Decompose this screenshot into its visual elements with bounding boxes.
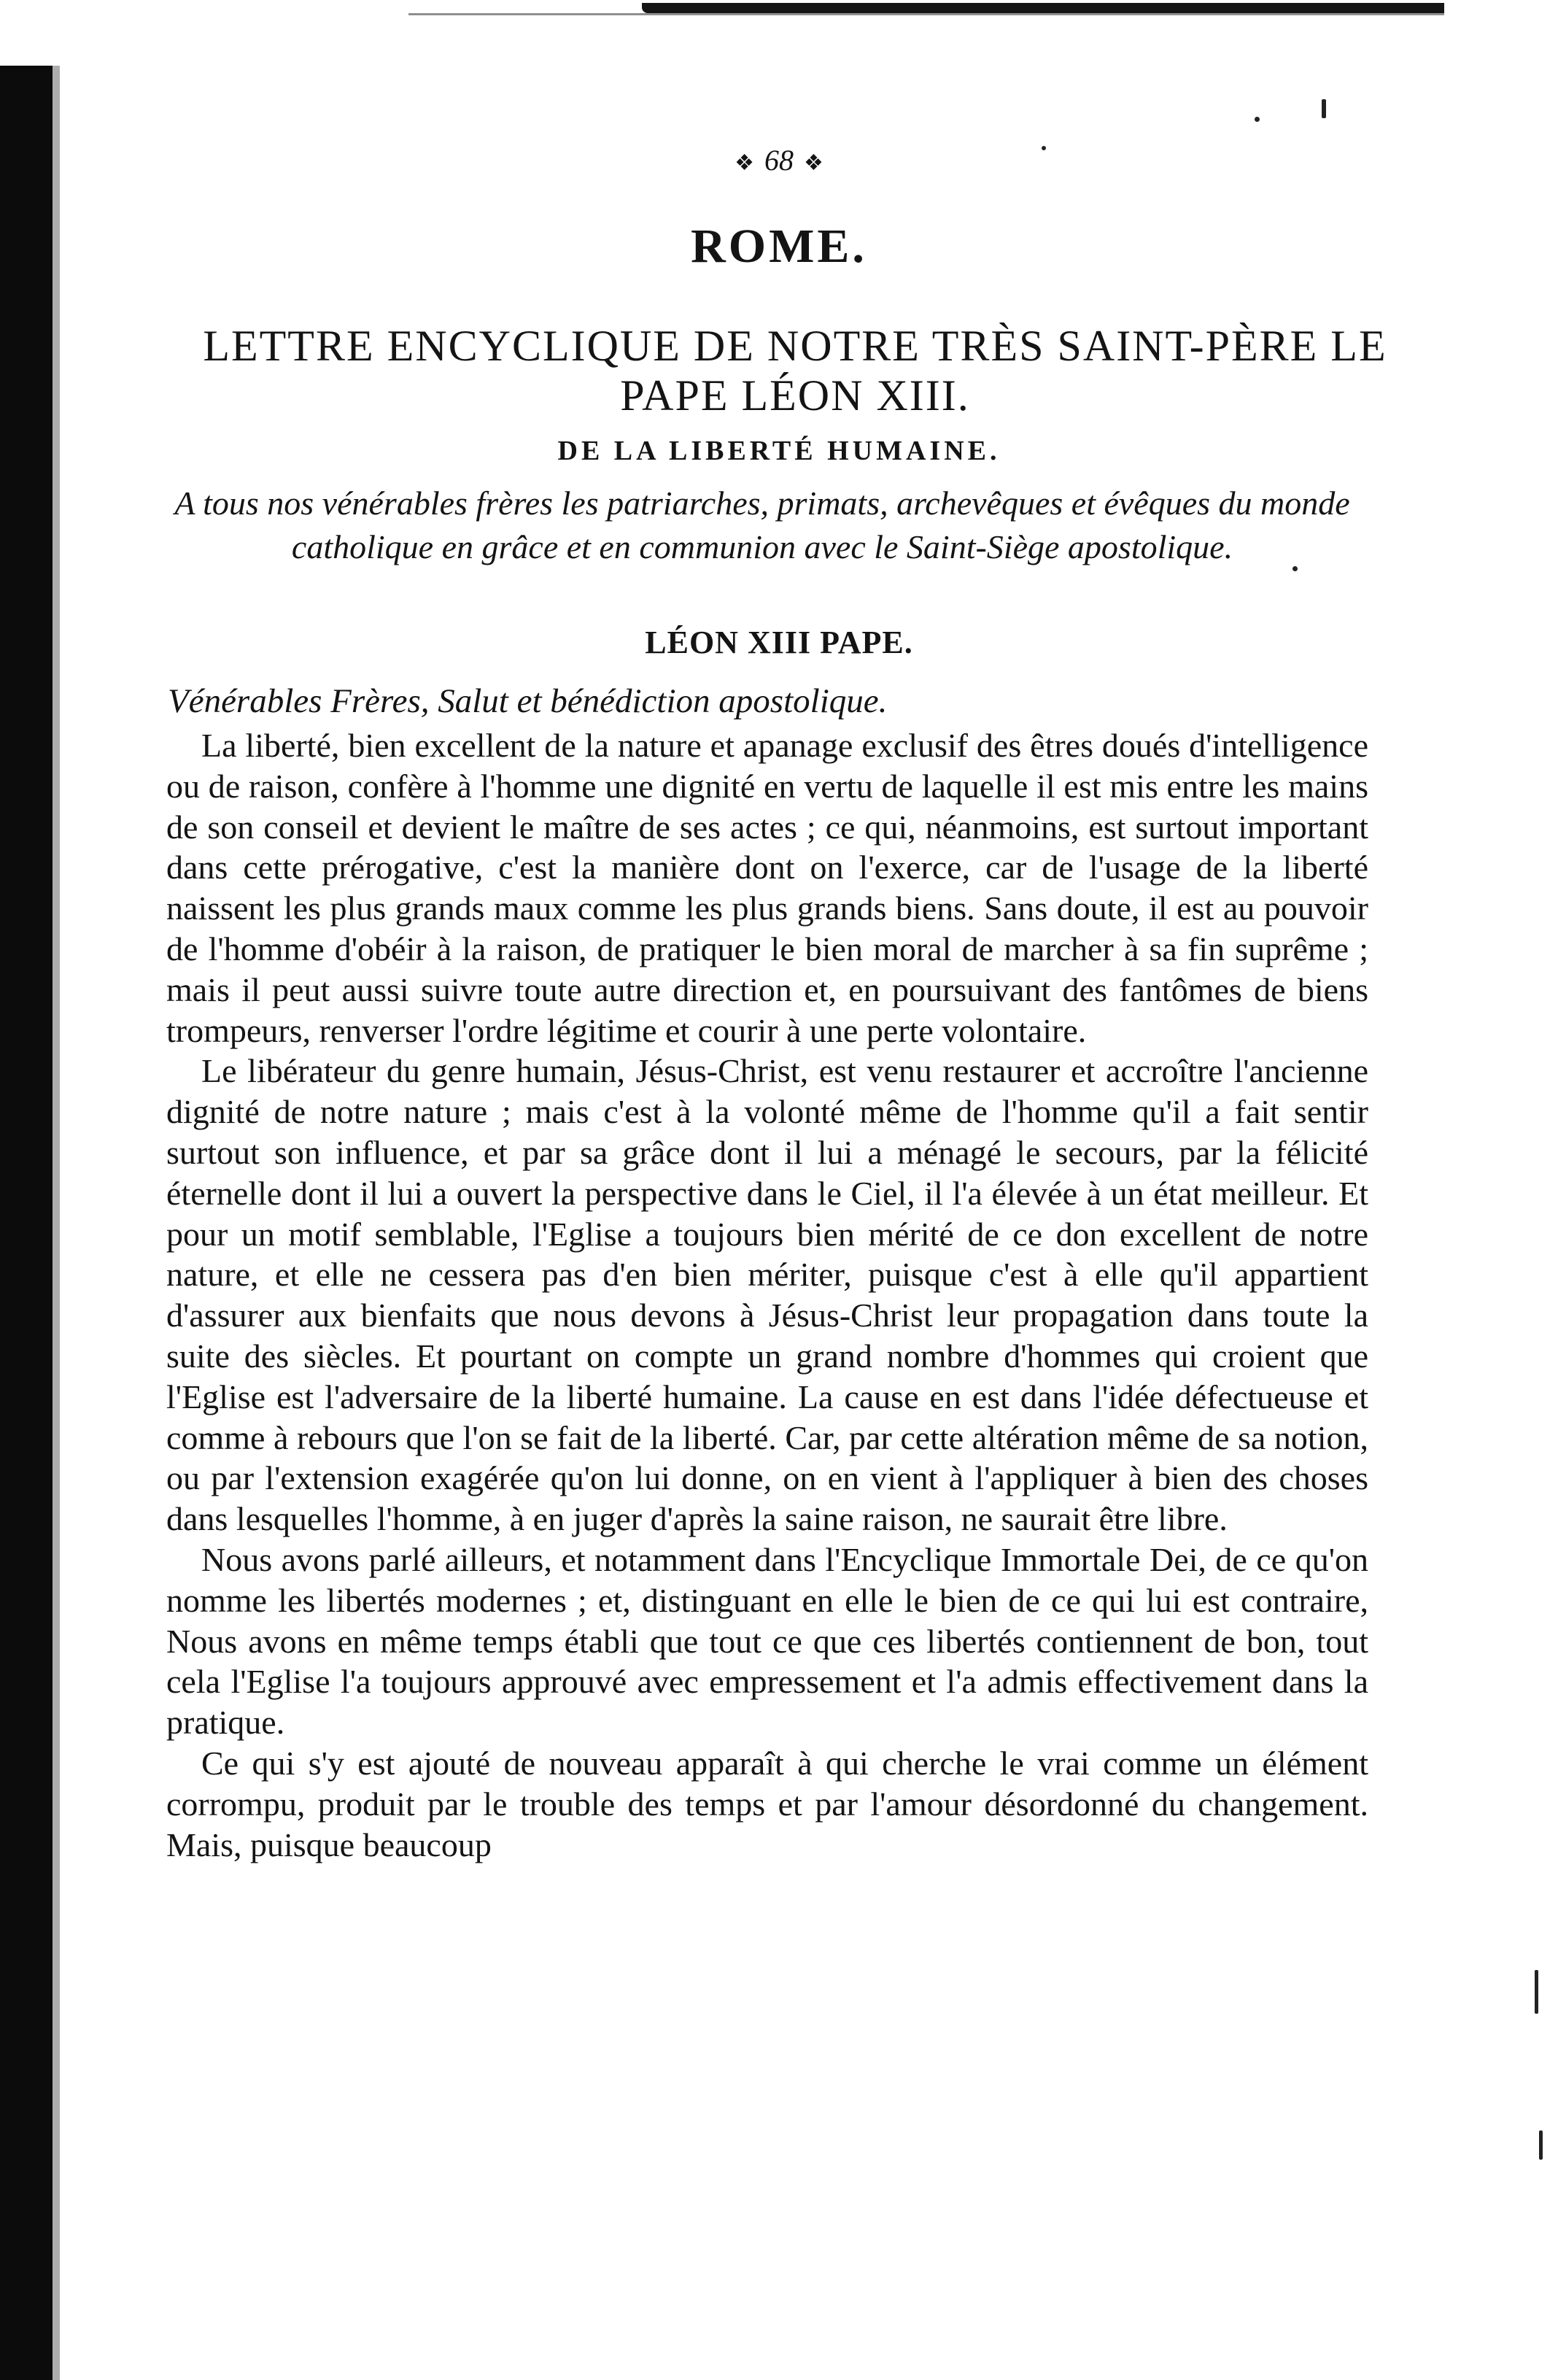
- signature-line: LÉON XIII PAPE.: [645, 625, 913, 660]
- ornament-right-icon: ❖: [804, 151, 823, 176]
- ornament-left-icon: ❖: [735, 151, 754, 176]
- body-text: [166, 725, 1368, 1865]
- place-heading: ROME.: [691, 220, 867, 273]
- document-subtitle: DE LA LIBERTÉ HUMAINE.: [557, 436, 1001, 466]
- document-title: LETTRE ENCYCLIQUE DE NOTRE TRÈS SAINT-PÈRE LE PAPE LÉON XIII.: [203, 322, 1387, 420]
- paragraph: Nous avons parlé ailleurs, et notamment dans l'Encyclique Immortale Dei, de ce qu'on nomme les libertés modernes ; et, distinguant en elle le bien de ce qui lui est contraire, Nous avons en même temps établi que tout ce que ces libertés contiennent de bon, tout cela l'Eglise l'a toujours approuvé avec empressement et l'a admis effectivement dans la pratique.: [166, 1540, 1368, 1742]
- paragraph: La liberté, bien excellent de la nature et apanage exclusif des êtres doués d'intelligence ou de raison, confère à l'homme une dignité en vertu de laquelle il est mis entre les mains de son conseil et devient le maître de ses actes ; ce qui, néanmoins, est surtout important dans cette prérogative, c'est la manière dont on l'exerce, car de l'usage de la liberté naissent les plus grands maux comme les plus grands biens. Sans doute, il est au pouvoir de l'homme d'obéir à la raison, de pratiquer le bien moral de marcher à sa fin suprême ; mais il peut aussi suivre toute autre direction et, en poursuivant des fantômes de biens trompeurs, renverser l'ordre légitime et courir à une perte volontaire.: [166, 727, 1368, 1049]
- salutation-line: Vénérables Frères, Salut et bénédiction apostolique.: [168, 682, 888, 720]
- address-line: A tous nos vénérables frères les patriarches, primats, archevêques et évêques du monde catholique en grâce et en communion avec le Saint-Siège apostolique.: [174, 484, 1350, 565]
- paragraph: Le libérateur du genre humain, Jésus-Christ, est venu restaurer et accroître l'ancienne dignité de notre nature ; mais c'est à la volonté même de l'homme qu'il a fait sentir surtout son influence, et par sa grâce dont il lui a ménagé le secours, par la félicité éternelle dont il lui a ouvert la perspective dans le Ciel, il l'a élevée à un état meilleur. Et pour un motif semblable, l'Eglise a toujours bien mérité de ce don excellent de notre nature, et elle ne cessera pas d'en bien mériter, puisque c'est à elle qu'il appartient d'assurer aux bienfaits que nous devons à Jésus-Christ leur propagation dans toute la suite des siècles. Et pourtant on compte un grand nombre d'hommes qui croient que l'Eglise est l'adversaire de la liberté humaine. La cause en est dans l'idée défectueuse et comme à rebours que l'on se fait de la liberté. Car, par cette altération même de sa notion, ou par l'extension exagérée qu'on lui donne, on en vient à l'appliquer à bien des choses dans lesquelles l'homme, à en juger d'après la saine raison, ne saurait être libre.: [166, 1052, 1368, 1538]
- page-number-text: 68: [764, 144, 794, 177]
- page-number: [0, 143, 1558, 177]
- paragraph: Ce qui s'y est ajouté de nouveau apparaît à qui cherche le vrai comme un élément corrompu, produit par le trouble des temps et par l'amour désordonné du changement. Mais, puisque beaucoup: [166, 1744, 1368, 1863]
